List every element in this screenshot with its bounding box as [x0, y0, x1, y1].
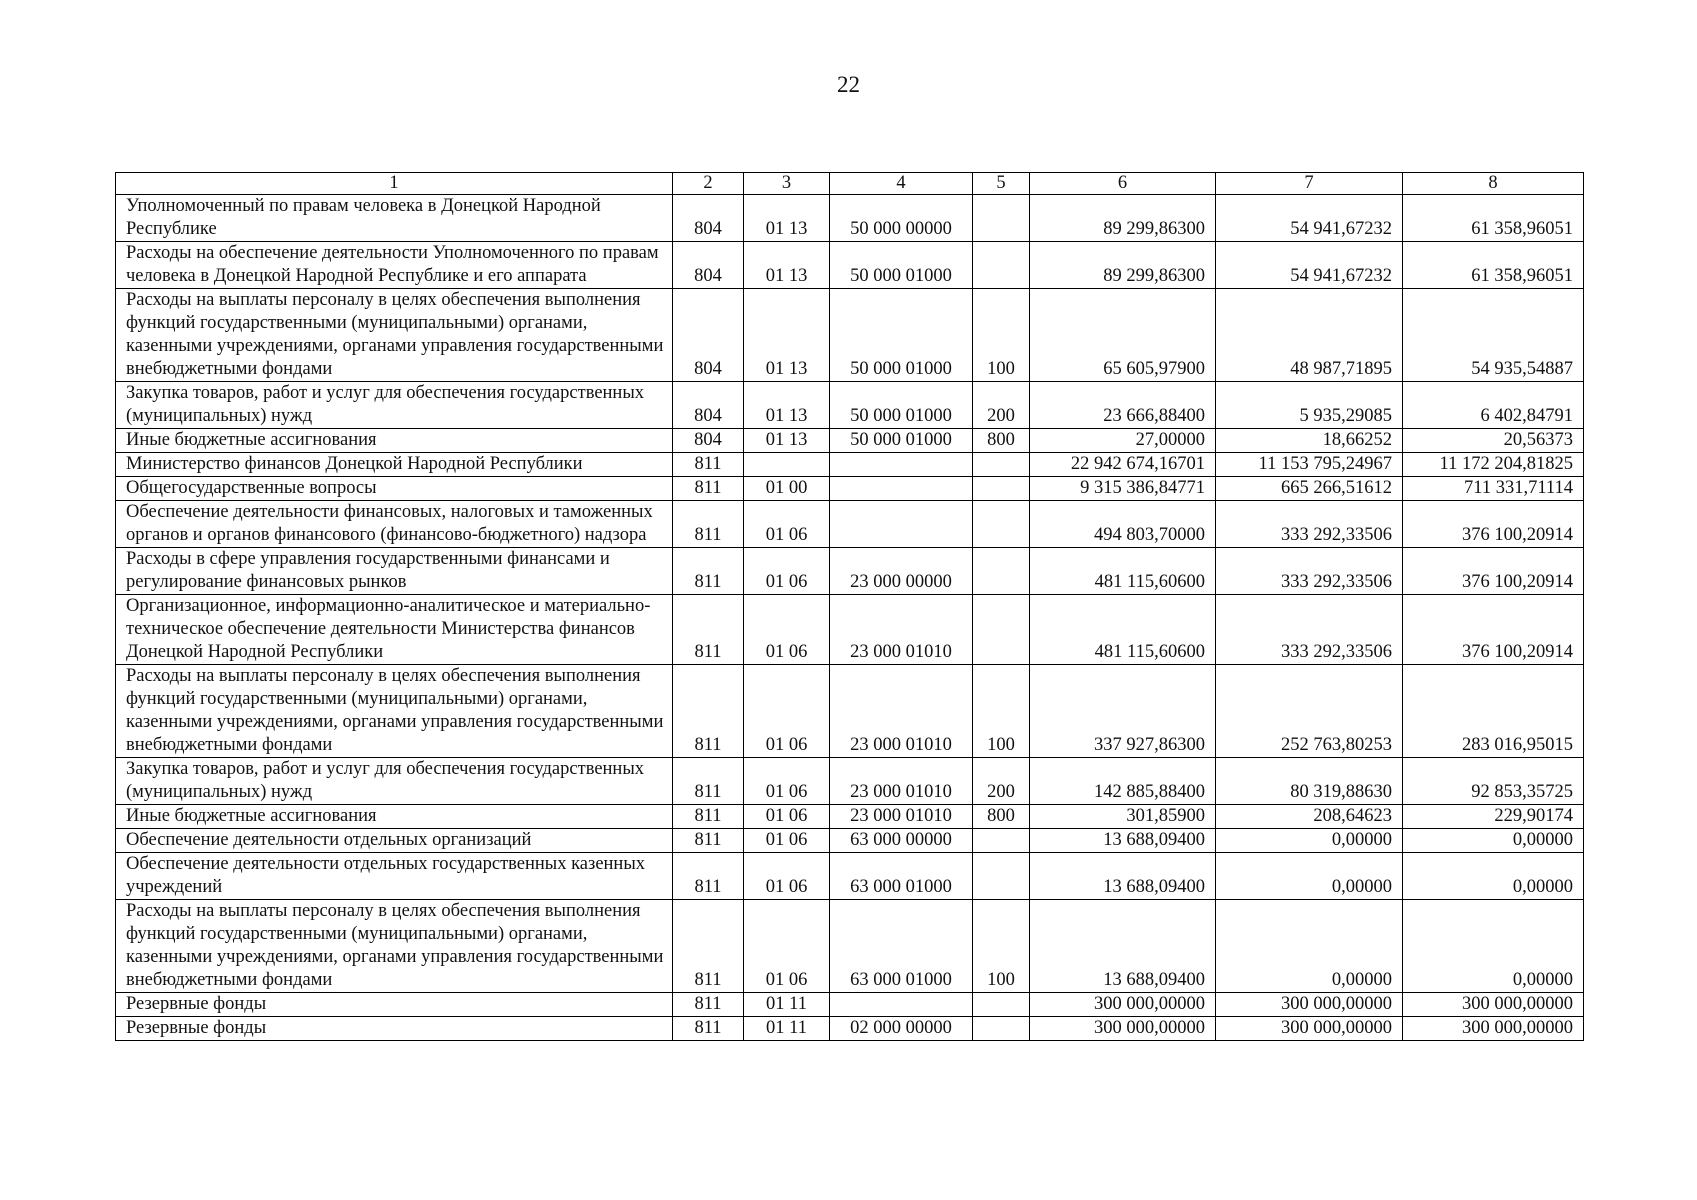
header-cell: 7 — [1216, 173, 1403, 195]
amount-col8-cell: 229,90174 — [1403, 805, 1584, 829]
target-article-cell — [830, 477, 973, 501]
amount-col8-cell: 376 100,20914 — [1403, 501, 1584, 548]
table-row — [116, 665, 1584, 758]
row-name-cell: Расходы на обеспечение деятельности Уполномоченного по правам человека в Донецкой Народной Республике и его аппарата — [116, 242, 673, 289]
amount-col8-cell: 20,56373 — [1403, 429, 1584, 453]
section-code-cell: 01 13 — [744, 429, 830, 453]
table-row — [116, 805, 1584, 829]
amount-col7-cell: 80 319,88630 — [1216, 758, 1403, 805]
table-row — [116, 758, 1584, 805]
section-code-cell: 01 00 — [744, 477, 830, 501]
expense-type-cell: 100 — [973, 289, 1030, 382]
section-code-cell: 01 06 — [744, 501, 830, 548]
amount-col6-cell: 300 000,00000 — [1030, 993, 1216, 1017]
section-code-cell: 01 13 — [744, 289, 830, 382]
ministry-code-cell: 811 — [673, 453, 744, 477]
table-row — [116, 429, 1584, 453]
amount-col7-cell: 665 266,51612 — [1216, 477, 1403, 501]
amount-col6-cell: 300 000,00000 — [1030, 1017, 1216, 1041]
row-name-cell: Резервные фонды — [116, 993, 673, 1017]
ministry-code-cell: 811 — [673, 548, 744, 595]
table-row — [116, 242, 1584, 289]
section-code-cell: 01 06 — [744, 853, 830, 900]
target-article-cell: 23 000 01010 — [830, 758, 973, 805]
target-article-cell: 50 000 01000 — [830, 242, 973, 289]
ministry-code-cell: 811 — [673, 1017, 744, 1041]
table-row — [116, 453, 1584, 477]
amount-col8-cell: 300 000,00000 — [1403, 993, 1584, 1017]
section-code-cell: 01 06 — [744, 758, 830, 805]
amount-col8-cell: 300 000,00000 — [1403, 1017, 1584, 1041]
target-article-cell: 63 000 01000 — [830, 853, 973, 900]
table-row — [116, 829, 1584, 853]
expense-type-cell — [973, 853, 1030, 900]
amount-col7-cell: 5 935,29085 — [1216, 382, 1403, 429]
budget-table — [115, 172, 1584, 1041]
ministry-code-cell: 804 — [673, 289, 744, 382]
section-code-cell: 01 06 — [744, 595, 830, 665]
row-name-cell: Уполномоченный по правам человека в Донецкой Народной Республике — [116, 195, 673, 242]
amount-col8-cell: 0,00000 — [1403, 829, 1584, 853]
amount-col7-cell: 18,66252 — [1216, 429, 1403, 453]
amount-col7-cell: 11 153 795,24967 — [1216, 453, 1403, 477]
expense-type-cell: 800 — [973, 429, 1030, 453]
table-row — [116, 382, 1584, 429]
expense-type-cell: 800 — [973, 805, 1030, 829]
row-name-cell: Обеспечение деятельности отдельных организаций — [116, 829, 673, 853]
amount-col7-cell: 54 941,67232 — [1216, 242, 1403, 289]
amount-col6-cell: 13 688,09400 — [1030, 900, 1216, 993]
expense-type-cell: 200 — [973, 382, 1030, 429]
amount-col6-cell: 337 927,86300 — [1030, 665, 1216, 758]
table-row — [116, 501, 1584, 548]
row-name-cell: Расходы на выплаты персоналу в целях обеспечения выполнения функций государственными (муниципальными) органами, казенными учреждениями, органами управления государственными внебюджетными фондами — [116, 289, 673, 382]
target-article-cell: 23 000 01010 — [830, 595, 973, 665]
table-row — [116, 1017, 1584, 1041]
amount-col6-cell: 65 605,97900 — [1030, 289, 1216, 382]
row-name-cell: Организационное, информационно-аналитическое и материально-техническое обеспечение деятельности Министерства финансов Донецкой Народной Республики — [116, 595, 673, 665]
row-name-cell: Расходы на выплаты персоналу в целях обеспечения выполнения функций государственными (муниципальными) органами, казенными учреждениями, органами управления государственными внебюджетными фондами — [116, 900, 673, 993]
expense-type-cell — [973, 477, 1030, 501]
target-article-cell — [830, 993, 973, 1017]
amount-col8-cell: 61 358,96051 — [1403, 195, 1584, 242]
header-row — [116, 173, 1584, 195]
ministry-code-cell: 811 — [673, 595, 744, 665]
expense-type-cell: 100 — [973, 900, 1030, 993]
row-name-cell: Закупка товаров, работ и услуг для обеспечения государственных (муниципальных) нужд — [116, 382, 673, 429]
amount-col7-cell: 54 941,67232 — [1216, 195, 1403, 242]
expense-type-cell — [973, 595, 1030, 665]
section-code-cell: 01 06 — [744, 665, 830, 758]
target-article-cell: 50 000 00000 — [830, 195, 973, 242]
expense-type-cell: 100 — [973, 665, 1030, 758]
ministry-code-cell: 811 — [673, 900, 744, 993]
row-name-cell: Министерство финансов Донецкой Народной Республики — [116, 453, 673, 477]
table-row — [116, 477, 1584, 501]
target-article-cell: 23 000 01010 — [830, 665, 973, 758]
ministry-code-cell: 811 — [673, 477, 744, 501]
expense-type-cell — [973, 242, 1030, 289]
amount-col8-cell: 61 358,96051 — [1403, 242, 1584, 289]
amount-col6-cell: 89 299,86300 — [1030, 195, 1216, 242]
table-row — [116, 993, 1584, 1017]
amount-col7-cell: 300 000,00000 — [1216, 1017, 1403, 1041]
amount-col8-cell: 6 402,84791 — [1403, 382, 1584, 429]
ministry-code-cell: 811 — [673, 758, 744, 805]
ministry-code-cell: 811 — [673, 829, 744, 853]
row-name-cell: Расходы на выплаты персоналу в целях обеспечения выполнения функций государственными (муниципальными) органами, казенными учреждениями, органами управления государственными внебюджетными фондами — [116, 665, 673, 758]
expense-type-cell — [973, 195, 1030, 242]
header-cell: 2 — [673, 173, 744, 195]
amount-col8-cell: 11 172 204,81825 — [1403, 453, 1584, 477]
amount-col8-cell: 92 853,35725 — [1403, 758, 1584, 805]
expense-type-cell — [973, 453, 1030, 477]
amount-col8-cell: 376 100,20914 — [1403, 595, 1584, 665]
ministry-code-cell: 804 — [673, 429, 744, 453]
amount-col7-cell: 333 292,33506 — [1216, 548, 1403, 595]
target-article-cell: 23 000 01010 — [830, 805, 973, 829]
ministry-code-cell: 804 — [673, 242, 744, 289]
expense-type-cell — [973, 829, 1030, 853]
amount-col8-cell: 0,00000 — [1403, 900, 1584, 993]
expense-type-cell — [973, 993, 1030, 1017]
table-row — [116, 853, 1584, 900]
table-row — [116, 595, 1584, 665]
section-code-cell: 01 11 — [744, 1017, 830, 1041]
amount-col8-cell: 54 935,54887 — [1403, 289, 1584, 382]
row-name-cell: Закупка товаров, работ и услуг для обеспечения государственных (муниципальных) нужд — [116, 758, 673, 805]
row-name-cell: Иные бюджетные ассигнования — [116, 429, 673, 453]
section-code-cell: 01 06 — [744, 900, 830, 993]
target-article-cell — [830, 453, 973, 477]
expense-type-cell: 200 — [973, 758, 1030, 805]
ministry-code-cell: 811 — [673, 665, 744, 758]
ministry-code-cell: 804 — [673, 382, 744, 429]
row-name-cell: Резервные фонды — [116, 1017, 673, 1041]
ministry-code-cell: 811 — [673, 805, 744, 829]
page-number: 22 — [837, 72, 860, 97]
amount-col6-cell: 23 666,88400 — [1030, 382, 1216, 429]
section-code-cell: 01 13 — [744, 242, 830, 289]
section-code-cell: 01 06 — [744, 548, 830, 595]
amount-col7-cell: 333 292,33506 — [1216, 501, 1403, 548]
amount-col7-cell: 208,64623 — [1216, 805, 1403, 829]
target-article-cell: 50 000 01000 — [830, 289, 973, 382]
amount-col6-cell: 27,00000 — [1030, 429, 1216, 453]
ministry-code-cell: 811 — [673, 993, 744, 1017]
ministry-code-cell: 811 — [673, 853, 744, 900]
amount-col6-cell: 481 115,60600 — [1030, 595, 1216, 665]
amount-col8-cell: 283 016,95015 — [1403, 665, 1584, 758]
amount-col6-cell: 13 688,09400 — [1030, 829, 1216, 853]
amount-col7-cell: 333 292,33506 — [1216, 595, 1403, 665]
table-row — [116, 289, 1584, 382]
amount-col7-cell: 0,00000 — [1216, 900, 1403, 993]
amount-col8-cell: 376 100,20914 — [1403, 548, 1584, 595]
amount-col6-cell: 142 885,88400 — [1030, 758, 1216, 805]
amount-col8-cell: 711 331,71114 — [1403, 477, 1584, 501]
row-name-cell: Обеспечение деятельности финансовых, налоговых и таможенных органов и органов финансового (финансово-бюджетного) надзора — [116, 501, 673, 548]
amount-col6-cell: 22 942 674,16701 — [1030, 453, 1216, 477]
section-code-cell: 01 06 — [744, 805, 830, 829]
header-cell: 1 — [116, 173, 673, 195]
header-cell: 3 — [744, 173, 830, 195]
target-article-cell — [830, 501, 973, 548]
amount-col7-cell: 252 763,80253 — [1216, 665, 1403, 758]
amount-col7-cell: 0,00000 — [1216, 829, 1403, 853]
amount-col6-cell: 301,85900 — [1030, 805, 1216, 829]
table-row — [116, 548, 1584, 595]
header-cell: 5 — [973, 173, 1030, 195]
header-cell: 8 — [1403, 173, 1584, 195]
amount-col7-cell: 300 000,00000 — [1216, 993, 1403, 1017]
target-article-cell: 50 000 01000 — [830, 429, 973, 453]
table-row — [116, 195, 1584, 242]
section-code-cell: 01 11 — [744, 993, 830, 1017]
target-article-cell: 50 000 01000 — [830, 382, 973, 429]
row-name-cell: Общегосударственные вопросы — [116, 477, 673, 501]
amount-col6-cell: 13 688,09400 — [1030, 853, 1216, 900]
row-name-cell: Иные бюджетные ассигнования — [116, 805, 673, 829]
amount-col7-cell: 0,00000 — [1216, 853, 1403, 900]
target-article-cell: 02 000 00000 — [830, 1017, 973, 1041]
amount-col7-cell: 48 987,71895 — [1216, 289, 1403, 382]
amount-col8-cell: 0,00000 — [1403, 853, 1584, 900]
amount-col6-cell: 481 115,60600 — [1030, 548, 1216, 595]
row-name-cell: Обеспечение деятельности отдельных государственных казенных учреждений — [116, 853, 673, 900]
header-cell: 4 — [830, 173, 973, 195]
section-code-cell: 01 13 — [744, 195, 830, 242]
header-cell: 6 — [1030, 173, 1216, 195]
expense-type-cell — [973, 501, 1030, 548]
amount-col6-cell: 89 299,86300 — [1030, 242, 1216, 289]
target-article-cell: 63 000 00000 — [830, 829, 973, 853]
expense-type-cell — [973, 1017, 1030, 1041]
table-row — [116, 900, 1584, 993]
section-code-cell — [744, 453, 830, 477]
section-code-cell: 01 06 — [744, 829, 830, 853]
ministry-code-cell: 811 — [673, 501, 744, 548]
row-name-cell: Расходы в сфере управления государственными финансами и регулирование финансовых рынков — [116, 548, 673, 595]
amount-col6-cell: 494 803,70000 — [1030, 501, 1216, 548]
amount-col6-cell: 9 315 386,84771 — [1030, 477, 1216, 501]
target-article-cell: 63 000 01000 — [830, 900, 973, 993]
target-article-cell: 23 000 00000 — [830, 548, 973, 595]
section-code-cell: 01 13 — [744, 382, 830, 429]
ministry-code-cell: 804 — [673, 195, 744, 242]
expense-type-cell — [973, 548, 1030, 595]
